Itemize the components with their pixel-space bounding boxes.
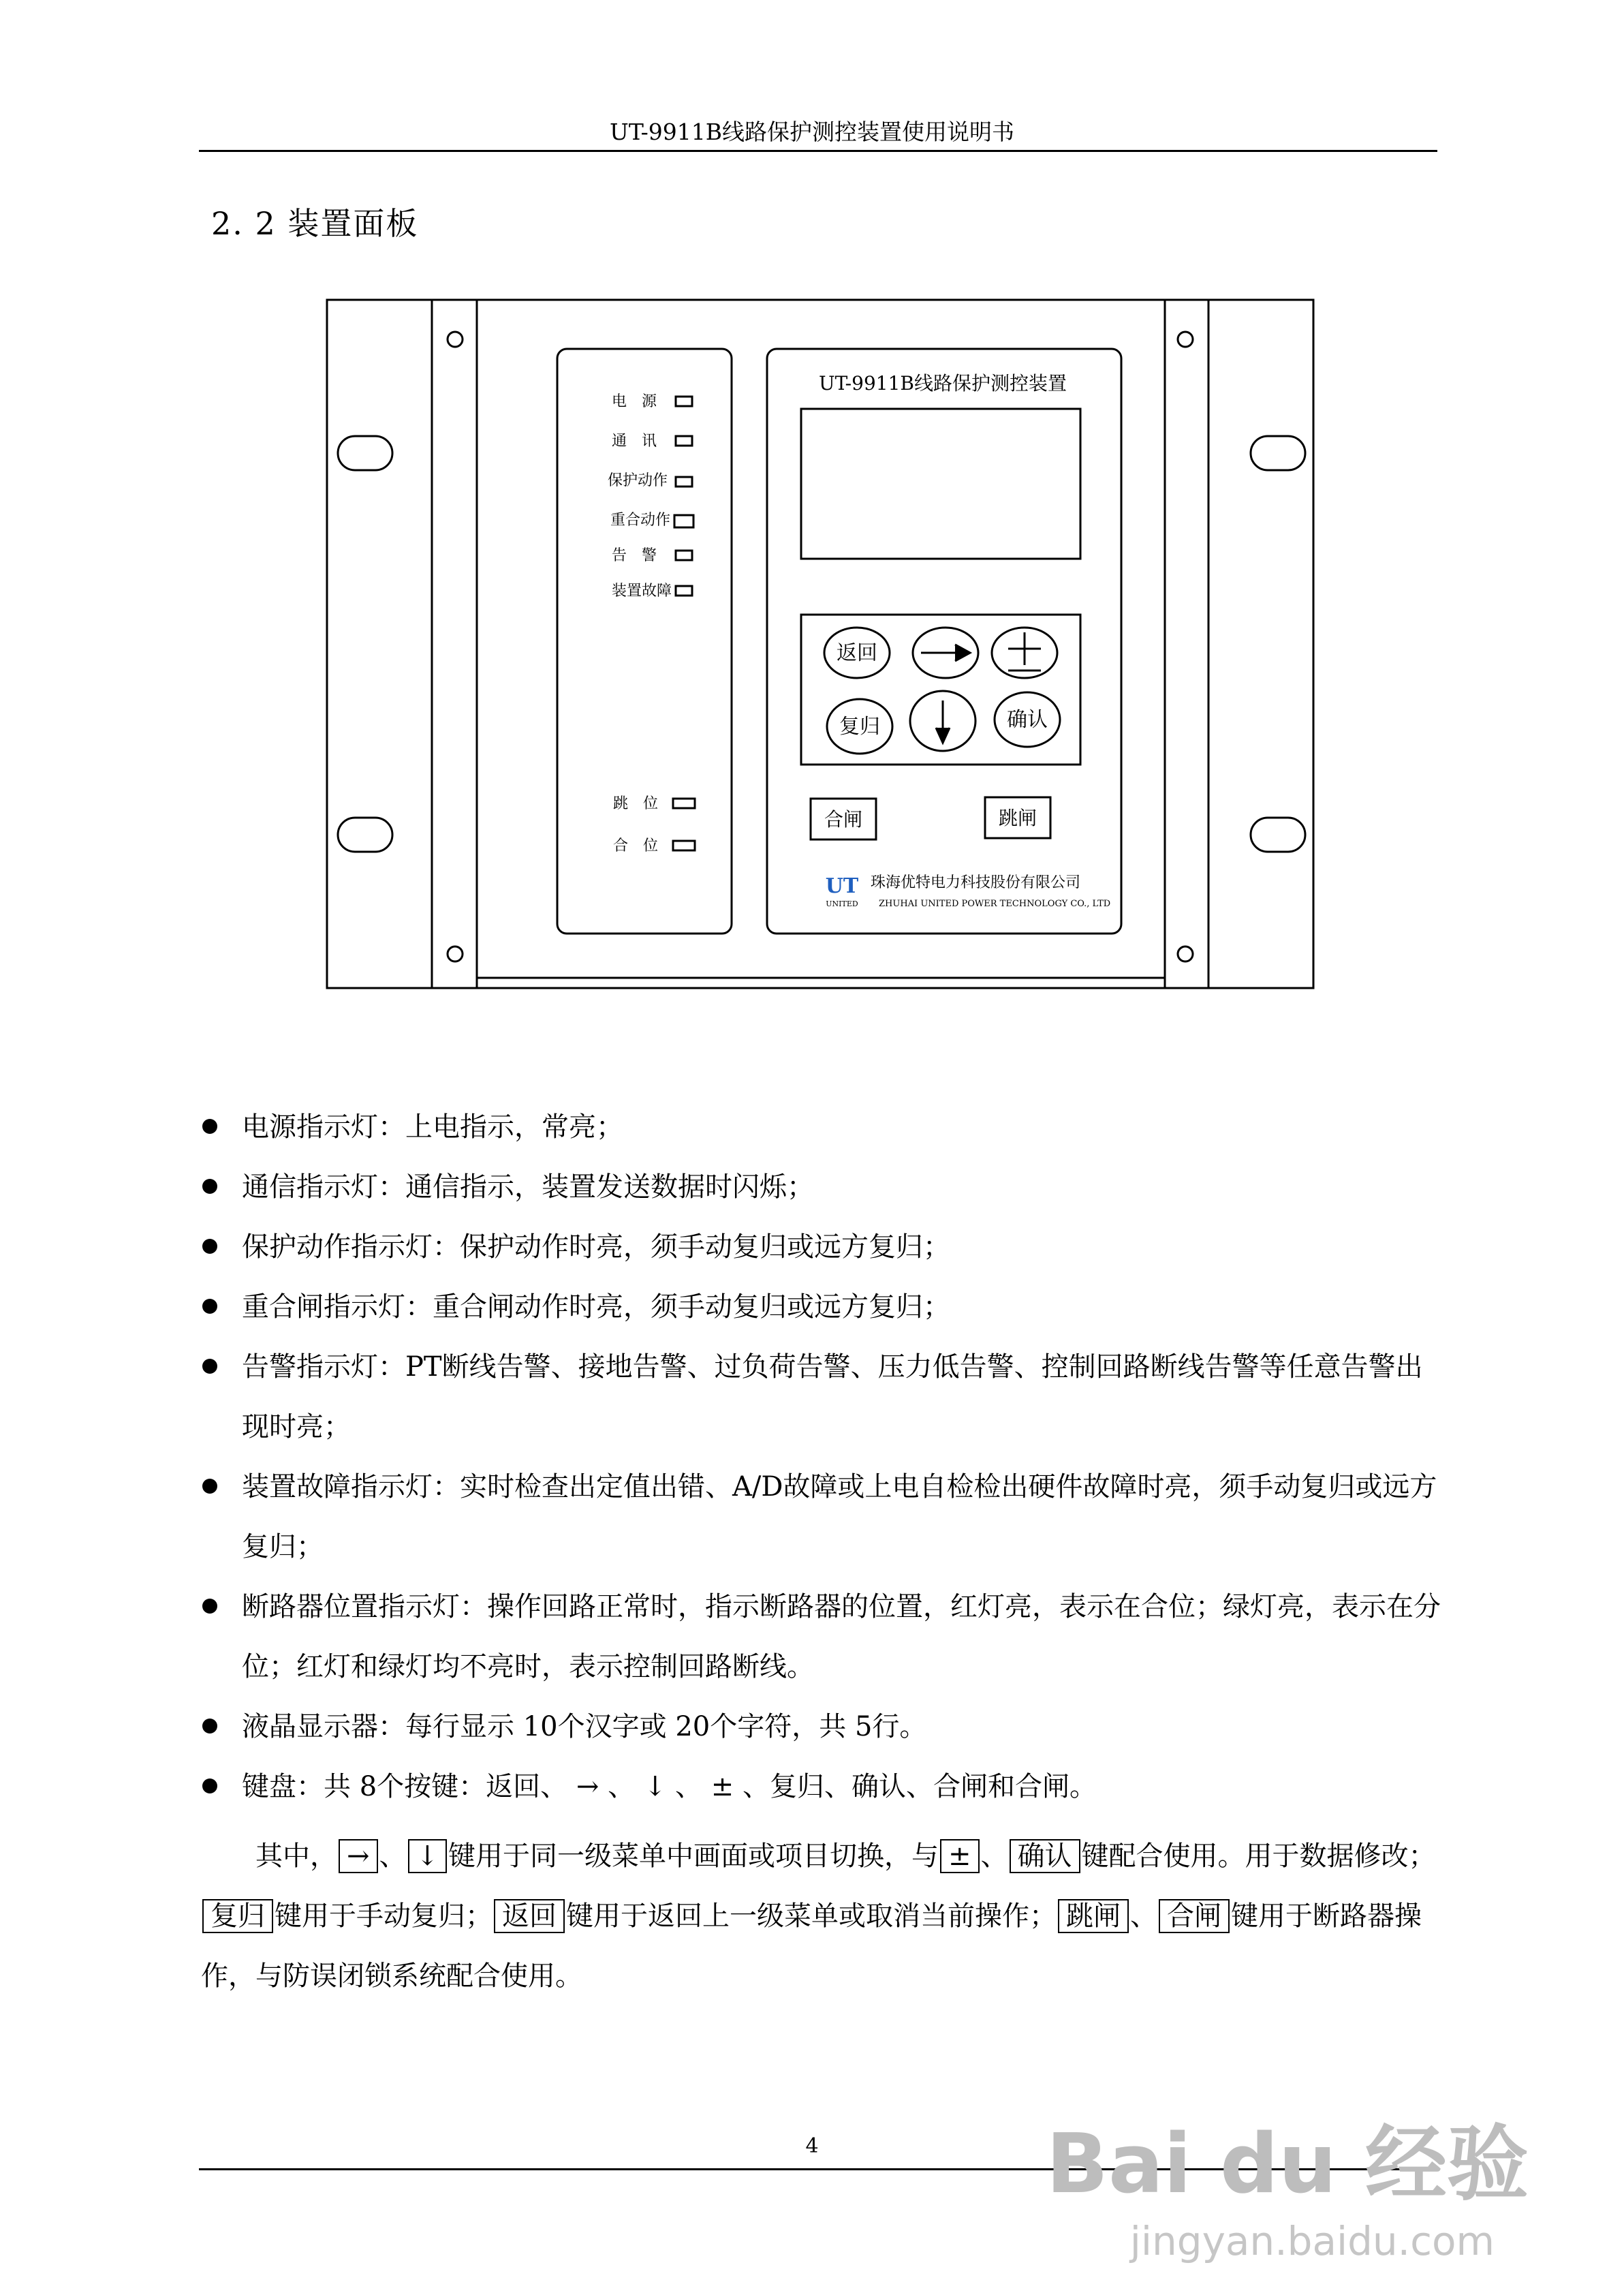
key-right-ref: → [339, 1839, 378, 1873]
mount-slot-left-top [338, 436, 392, 470]
front-plate-outline [432, 300, 1208, 988]
company-logo: UT [825, 874, 859, 898]
key-confirm-label: 确认 [1007, 708, 1048, 732]
lcd-display [801, 409, 1080, 559]
led-label-trip-pos: 跳 位 [613, 795, 659, 812]
list-item: 电源指示灯：上电指示，常亮； [201, 1097, 1448, 1157]
watermark-url: jingyan.baidu.com [1129, 2218, 1495, 2264]
led-label-reclose: 重合动作 [610, 512, 671, 529]
led-label-close-pos: 合 位 [613, 837, 659, 854]
list-item: 告警指示灯：PT断线告警、接地告警、过负荷告警、压力低告警、控制回路断线告警等任意告警出现时亮； [201, 1337, 1448, 1457]
key-reset-ref: 复归 [202, 1899, 273, 1933]
key-trip-ref: 跳闸 [1058, 1899, 1129, 1933]
company-logo-sub: UNITED [826, 899, 858, 908]
key-reset-label: 复归 [839, 715, 880, 739]
keypad-frame [801, 615, 1080, 765]
key-usage-paragraph: 其中， → 、 ↓ 键用于同一级菜单中画面或项目切换，与 ± 、 确认 键配合使用。用于数据修改；复归 键用于手动复归； 返回 键用于返回上一级菜单或取消当前操作； 跳闸 、 合闸 键用于断路器操作，与防误闭锁系统配合使用。 [201, 1840, 1436, 1992]
indicator-list [201, 1097, 1448, 1817]
key-plusminus-ref: ± [940, 1839, 980, 1873]
led-label-alarm: 告 警 [612, 547, 657, 564]
led-label-power: 电 源 [612, 393, 657, 410]
key-back-ref: 返回 [494, 1899, 565, 1933]
key-back-label: 返回 [837, 641, 877, 665]
device-panel-drawing [0, 0, 1624, 1022]
list-item: 通信指示灯：通信指示，装置发送数据时闪烁； [201, 1157, 1448, 1217]
list-item: 装置故障指示灯：实时检查出定值出错、A/D故障或上电自检检出硬件故障时亮，须手动复归或远方复归； [201, 1457, 1448, 1577]
company-name-en: ZHUHAI UNITED POWER TECHNOLOGY CO., LTD [879, 899, 1111, 909]
section-title: 2. 2 装置面板 [211, 205, 419, 242]
mount-slot-right-bottom [1251, 818, 1305, 852]
screw-top-left [448, 332, 463, 347]
screw-top-right [1178, 332, 1193, 347]
watermark-brand: Bai du 经验 [1046, 2117, 1529, 2212]
key-confirm-ref: 确认 [1010, 1839, 1080, 1873]
main-panel [767, 349, 1121, 934]
screw-bottom-left [448, 946, 463, 961]
screw-bottom-right [1178, 946, 1193, 961]
mount-slot-right-top [1251, 436, 1305, 470]
led-label-comm: 通 讯 [612, 433, 657, 450]
panel-title: UT-9911B线路保护测控装置 [819, 372, 1067, 395]
company-name-cn: 珠海优特电力科技股份有限公司 [871, 874, 1081, 891]
list-item: 断路器位置指示灯：操作回路正常时，指示断路器的位置，红灯亮，表示在合位；绿灯亮，表示在分位；红灯和绿灯均不亮时，表示控制回路断线。 [201, 1577, 1448, 1697]
close-button-label: 合闸 [824, 808, 863, 831]
page-header: UT-9911B线路保护测控装置使用说明书 [610, 119, 1014, 145]
list-item: 键盘：共 8个按键：返回、 → 、 ↓ 、 ± 、复归、确认、合闸和合闸。 [201, 1757, 1448, 1817]
key-down-ref: ↓ [408, 1839, 448, 1873]
key-close-ref: 合闸 [1159, 1899, 1230, 1933]
page-number: 4 [805, 2134, 819, 2158]
trip-button-label: 跳闸 [998, 807, 1037, 829]
list-item: 重合闸指示灯：重合闸动作时亮，须手动复归或远方复归； [201, 1277, 1448, 1337]
mount-slot-left-bottom [338, 818, 392, 852]
led-label-fault: 装置故障 [612, 583, 672, 600]
led-label-protect: 保护动作 [608, 472, 668, 489]
list-item: 液晶显示器：每行显示 10个汉字或 20个字符，共 5行。 [201, 1697, 1448, 1757]
list-item: 保护动作指示灯：保护动作时亮，须手动复归或远方复归； [201, 1217, 1448, 1277]
